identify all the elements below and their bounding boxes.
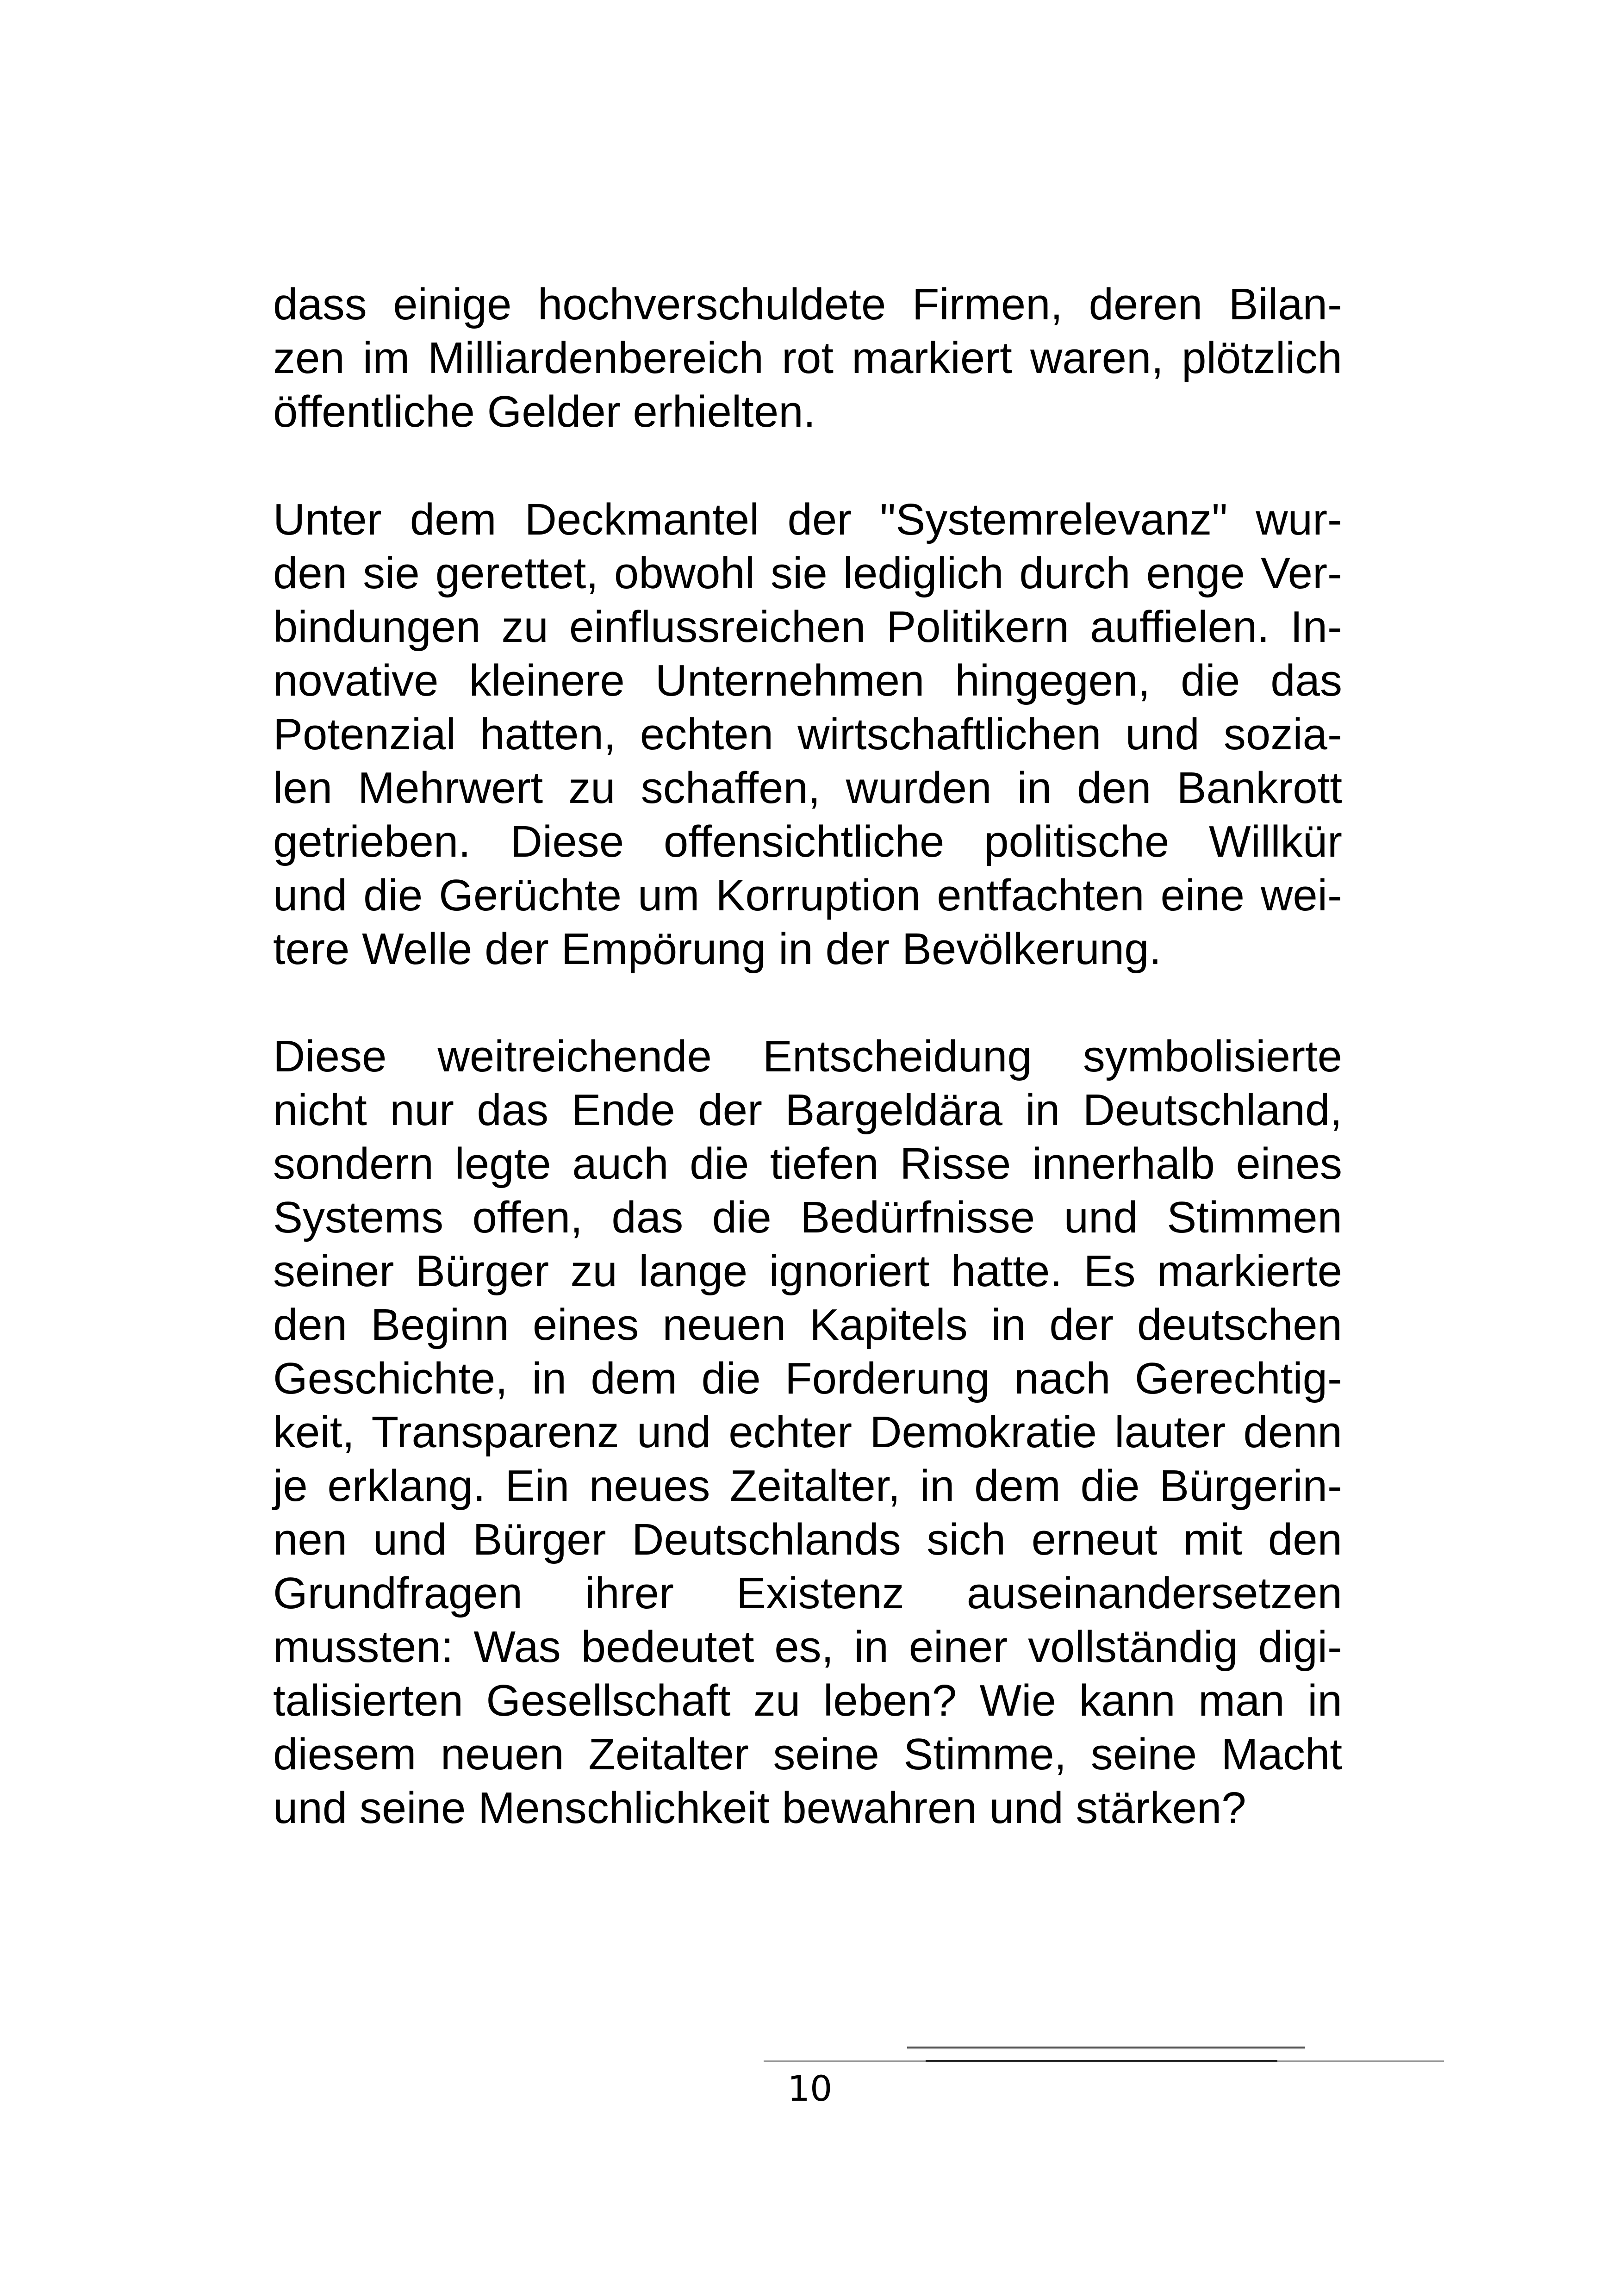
text-line: und die Gerüchte um Korruption entfachten eine wei-: [273, 871, 1342, 920]
text-line: novative kleinere Unternehmen hingegen, die das: [273, 656, 1342, 705]
text-line: talisierten Gesellschaft zu leben? Wie kann man in: [273, 1676, 1342, 1725]
text-line: den Beginn eines neuen Kapitels in der deutschen: [273, 1300, 1342, 1350]
text-line: dass einige hochverschuldete Firmen, deren Bilan-: [273, 280, 1342, 329]
text-line: nicht nur das Ende der Bargeldära in Deutschland,: [273, 1085, 1342, 1135]
text-line: getrieben. Diese offensichtliche politische Willkür: [273, 817, 1342, 866]
paragraph-2: [273, 493, 1342, 976]
paragraph-3: [273, 1030, 1342, 1835]
text-line: sondern legte auch die tiefen Risse innerhalb eines: [273, 1139, 1342, 1188]
page-number: 10: [787, 2068, 833, 2109]
text-line: mussten: Was bedeutet es, in einer vollständig digi-: [273, 1622, 1342, 1672]
text-line: öffentliche Gelder erhielten.: [273, 387, 816, 436]
text-line: Diese weitreichende Entscheidung symbolisierte: [273, 1032, 1342, 1081]
text-line: Unter dem Deckmantel der "Systemrelevanz" wur-: [273, 495, 1342, 544]
text-line: tere Welle der Empörung in der Bevölkerung.: [273, 924, 1162, 974]
footer-rule-lower-dark: [926, 2060, 1277, 2062]
paragraph-1: [273, 278, 1342, 439]
text-line: je erklang. Ein neues Zeitalter, in dem die Bürgerin-: [273, 1461, 1342, 1511]
text-line: zen im Milliardenbereich rot markiert waren, plötzlich: [273, 333, 1342, 383]
text-line: diesem neuen Zeitalter seine Stimme, seine Macht: [273, 1730, 1342, 1779]
text-line: Systems offen, das die Bedürfnisse und Stimmen: [273, 1193, 1342, 1242]
text-line: Geschichte, in dem die Forderung nach Gerechtig-: [273, 1354, 1342, 1403]
text-line: Potenzial hatten, echten wirtschaftlichen und sozia-: [273, 709, 1342, 759]
text-line: nen und Bürger Deutschlands sich erneut mit den: [273, 1515, 1342, 1564]
text-line: bindungen zu einflussreichen Politikern auffielen. In-: [273, 602, 1342, 652]
text-line: len Mehrwert zu schaffen, wurden in den Bankrott: [273, 763, 1342, 813]
text-line: Grundfragen ihrer Existenz auseinandersetzen: [273, 1568, 1342, 1618]
text-line: seiner Bürger zu lange ignoriert hatte. Es markierte: [273, 1246, 1342, 1296]
footer-rule-upper-shadow: [907, 2048, 1305, 2049]
text-line: den sie gerettet, obwohl sie lediglich durch enge Ver-: [273, 548, 1342, 598]
text-line: und seine Menschlichkeit bewahren und stärken?: [273, 1783, 1246, 1833]
text-line: keit, Transparenz und echter Demokratie lauter denn: [273, 1407, 1342, 1457]
